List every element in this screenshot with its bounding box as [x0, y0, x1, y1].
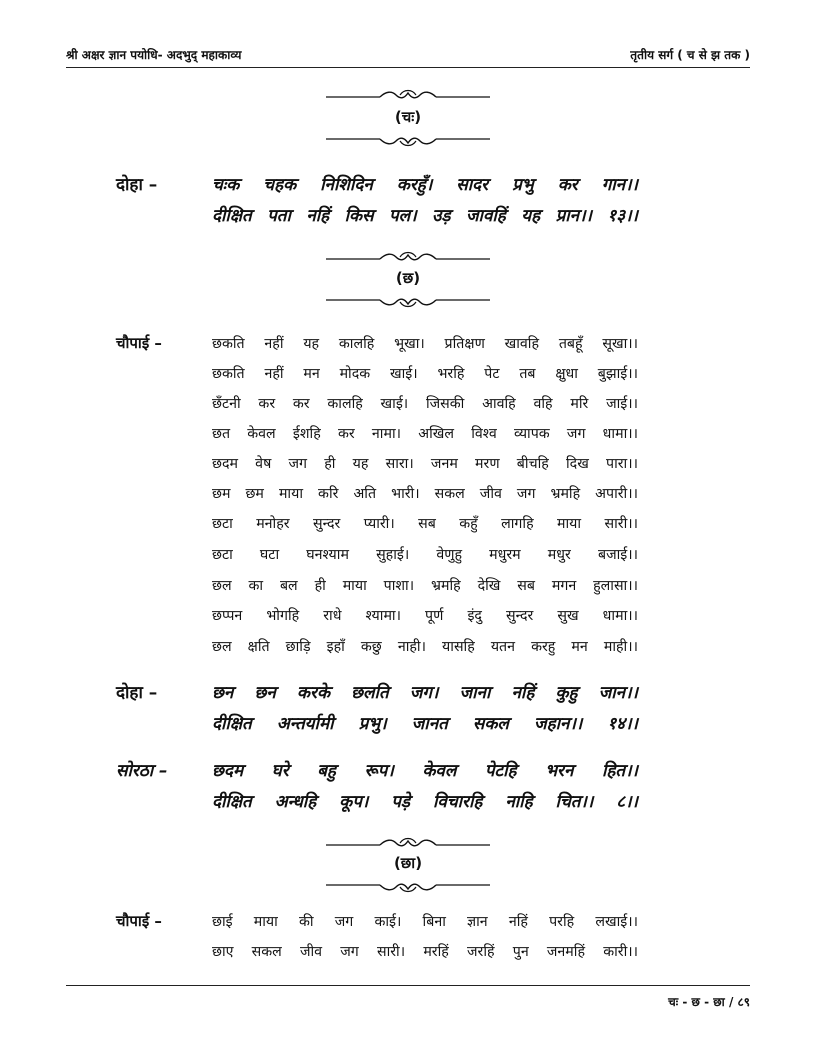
verse-line: दीक्षित पता नहिं किस पल। उड़ जावहिं यह प्रान।। १३।। — [212, 206, 638, 226]
verse-label-doha: दोहा – — [116, 683, 158, 703]
verse-line: छाई माया की जग काई। बिना ज्ञान नहिं परहि लखाई।। — [212, 914, 638, 930]
ornament-divider-top — [322, 835, 494, 851]
section-title: (छ) — [395, 269, 421, 287]
verse-label-chaupai: चौपाई – — [116, 912, 162, 930]
verse-line: छँटनी कर कर कालहि खाई। जिसकी आवहि वहि मरि जाई।। — [212, 396, 638, 412]
ornament-divider-top — [322, 249, 494, 265]
header-book-title: श्री अक्षर ज्ञान पयोधि- अदभुद् महाकाव्य — [66, 48, 242, 62]
verse-line: छकति नहीं मन मोदक खाई। भरहि पेट तब क्षुधा बुझाई।। — [212, 366, 638, 382]
ornament-divider-top — [322, 87, 494, 103]
verse-label-chaupai: चौपाई – — [116, 334, 162, 352]
ornament-divider-bottom — [322, 879, 494, 895]
verse-line: दीक्षित अन्धहि कूप। पड़े विचारहि नाहि चित।। ८।। — [212, 792, 638, 812]
section-title: (छा) — [393, 854, 423, 872]
verse-label-doha: दोहा – — [116, 175, 158, 195]
running-header — [66, 46, 750, 66]
verse-line: छटा मनोहर सुन्दर प्यारी। सब कहुँ लागहि माया सारी।। — [212, 516, 638, 532]
verse-line: चःक चहक निशिदिन करहुँ। सादर प्रभु कर गान।। — [212, 175, 638, 195]
verse-line: दीक्षित अन्तर्यामी प्रभु। जानत सकल जहान।। १४।। — [212, 714, 638, 734]
page-number: चः - छ - छा / ८९ — [668, 995, 750, 1009]
verse-line: छप्पन भोगहि राधे श्यामा। पूर्ण इंदु सुन्दर सुख धामा।। — [212, 608, 638, 624]
verse-line: छदम घरे बहु रूप। केवल पेटहि भरन हित।। — [212, 761, 638, 781]
section-title: (चः) — [394, 108, 422, 126]
verse-line: छल क्षति छाड़ि इहाँ कछु नाही। यासहि यतन करहु मन माही।। — [212, 639, 638, 655]
header-chapter-title: तृतीय सर्ग ( च से झ तक ) — [630, 48, 750, 62]
verse-line: छकति नहीं यह कालहि भूखा। प्रतिक्षण खावहि तबहूँ सूखा।। — [212, 336, 638, 352]
verse-line: छम छम माया करि अति भारी। सकल जीव जग भ्रमहि अपारी।। — [212, 486, 638, 502]
verse-line: छन छन करके छलति जग। जाना नहिं कुहु जान।। — [212, 683, 638, 703]
verse-line: छदम वेष जग ही यह सारा। जनम मरण बीचहि दिख पारा।। — [212, 456, 638, 472]
header-rule — [66, 67, 750, 68]
footer-rule — [66, 985, 750, 986]
verse-line: छत केवल ईशहि कर नामा। अखिल विश्व व्यापक जग धामा।। — [212, 426, 638, 442]
verse-label-soratha: सोरठा – — [116, 761, 168, 781]
verse-line: छाए सकल जीव जग सारी। मरहिं जरहिं पुन जनमहिं कारी।। — [212, 944, 638, 960]
verse-line: छल का बल ही माया पाशा। भ्रमहि देखि सब मगन हुलासा।। — [212, 578, 638, 594]
verse-line: छटा घटा घनश्याम सुहाई। वेणुहु मधुरम मधुर बजाई।। — [212, 547, 638, 563]
ornament-divider-bottom — [322, 133, 494, 149]
ornament-divider-bottom — [322, 294, 494, 310]
